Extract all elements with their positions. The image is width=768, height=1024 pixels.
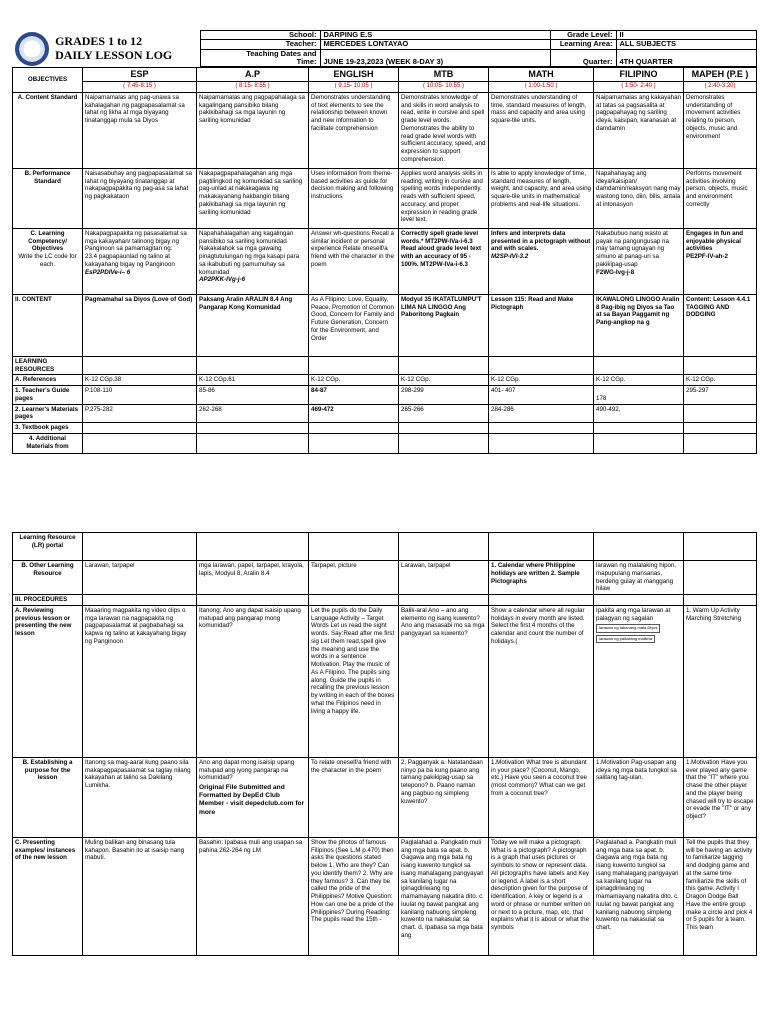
table-cell: Correctly spell grade level words.* MT2PW-IVa-i-6.3 Read aloud grade level text with an accuracy of 95 - 100%. MT2PW-IVa-i-6.3 [399,228,489,294]
table-cell: 1.Motivation Pag-usapan ang ideya ng mga bata tungkol sa salitang tag-ulan. [594,757,684,837]
table-cell: Napahahayag ang ideya/kaisipan/ damdamin/reaksyon nang may wastong tono, diin, bilis, antala at intonasyon [594,168,684,228]
table-cell: As A Filipino: Love, Equality, Peace, Promotion of Common Good, Concern for Family and Future Generation, Concern for the Environment, and Order [309,294,399,356]
table-cell: 1. Warm Up Activity Marching Stretching [684,605,757,757]
table-cell: K-12 CGp. [489,375,594,386]
dll-page-2 [12,532,756,956]
table-cell: 284-286 [489,404,594,423]
table-cell: 298-299 [399,386,489,405]
header-table [12,30,757,67]
time-mtb: ( 10:05- 10:55 ) [399,82,489,93]
table-cell: 178 [594,386,684,405]
table-cell [83,228,197,294]
competency-label [13,228,83,294]
table-cell: 1.Motivation Have you ever played any game that the "IT" where you chase the other player and the player being chased will try to escape or evade the "IT" or any object? [684,757,757,837]
esp-competency-item: 23.4 pagpapaunlad ng talino at kakayahang bigay ng Panginoon [85,253,175,268]
table-cell: Larawan, tarpapel [83,561,197,595]
table-cell: Modyul 35 IKATATLUMPU'T LIMA NA LINGGO Ang Paboritong Pagkain [399,294,489,356]
grade-label: Grade Level: [550,31,616,40]
dll-page-1 [12,30,756,454]
table-cell [489,228,594,294]
additional-materials-label: 4. Additional Materials from [13,433,83,453]
table-cell: IKAWALONG LINGGO Aralin 8 Pag-ibig ng Diyos sa Tao at sa Bayan Paggamit ng Pang-angkop na g [594,294,684,356]
area-label: Learning Area: [550,40,616,49]
lm-pages-label: 2. Learner's Materials pages [13,404,83,423]
table-cell: Pagmamahal sa Diyos (Love of God) [83,294,197,356]
content-label: II. CONTENT [13,294,83,356]
procedures-label: III. PROCEDURES [13,595,83,606]
time-ap: ( 8:15- 8:55 ) [197,82,309,93]
table-cell: K-12 CGp. [399,375,489,386]
deped-seal-icon [15,32,49,66]
subject-english: ENGLISH [309,68,399,82]
table-cell: Content: Lesson 4.4.1 TAGGING AND DODGING [684,294,757,356]
table-cell: Itanong sa mag-aaral kung paano sila makapagpapasalamat sa taglay nilang kakayahan at talino sa Dakilang Lumikha. [83,757,197,837]
time-mapeh: ( 2:40-3:20) [684,82,757,93]
table-cell: Paglalahad a. Pangkatin muli ang mga bata sa apat. b. Gagawa ang mga bata ng isang kuwento tungkol sa isang mahalagang pangyayari sa kanilang lugar na ipinagdiriwang ng mamamayang nakatira dito. c. Iuulat ng bawat pangkat ang kanilang nabuong simpleng kuwento na nakasulat sa chart. d. Ipabasa sa mga bata ang [399,837,489,955]
textbook-pages-label: 3. Textbook pages [13,423,83,434]
table-cell: P.275-282 [83,404,197,423]
table-cell: 469-472 [309,404,399,423]
table-cell: 265-266 [399,404,489,423]
table-cell: Basahin: Ipabasa muli ang usapan sa pahina 262-264 ng LM [197,837,309,955]
table-cell: 84-87 [309,386,399,405]
table-cell: Naipamamalas ang pag-unawa sa kahalagahan ng pagpapasalamat sa lahat ng likha at mga biyayang tinatanggap mula sa Diyos [83,92,197,168]
ap-competency: Napahahalagahan ang kagalingan pansibiko sa sariling komunidad Nakakalahok sa mga gawaing pinagtutulungan ng mga kasapi para sa ikabubuti ng pamumuhay sa komunidad [199,229,300,276]
table-cell: Demonstrates understanding of text elements to see the relationship between known and new information to facilitate comprehension [309,92,399,168]
tg-pages-label: 1. Teacher's Guide pages [13,386,83,405]
table-cell: Tell the pupils that they will be having an activity to familiarize tagging and dodging game and at the same time familiarize the skills of this game. Activity I Dragon Dodge Ball Have the entire group make a circle and pick 4 or 5 pupils for a team. This team [684,837,757,955]
ap-code: AP2PKK-IVg-j-6 [199,276,246,284]
table-cell: Lesson 115: Read and Make Pictograph [489,294,594,356]
table-cell: Uses information from theme-based activities as guide for decision making and following instructions [309,168,399,228]
area-value: ALL SUBJECTS [616,40,756,49]
table-cell: Naipamamalas ang pagpapahalaga sa kagalingang pansibiko bilang pakikibahagi sa mga layunin ng sariling komunidad [197,92,309,168]
dates-value: JUNE 19-23,2023 (WEEK 8-DAY 3) [320,49,550,67]
table-cell [594,605,684,757]
time-math: ( 1:00-1:50 ) [489,82,594,93]
table-cell: 1.Motivation What tree is abundant in your place? (Coconut, Mango, etc.) Have you seen a coconut tree (most common)? What can we get from a coconut tree? [489,757,594,837]
performance-standard-label: B. Performance Standard [13,168,83,228]
table-cell: Larawan, tarpapel [399,561,489,595]
table-cell [684,228,757,294]
table-cell: Show a calendar where all regular holidays in every month are listed. Select the first 4 months of the calendar and count the number of holidays.( [489,605,594,757]
table-cell: Naipamamalas ang kakayahan at tatas sa pagsasalita at pagpapahayag ng sariling ideya, kaisipan, karanasan at damdamin [594,92,684,168]
competency-title: C. Learning Competency/ Objectives [28,229,67,253]
table-cell: Show the photos of famous Filipinos (See L.M p.470) then asks the questions stated below 1. Who are they? Can you identify them? 2. Why are they famous? 3. Can they be called the pride of the Philippines? Motive Question: How can one be a pride of the Philippines? During Reading: The pupils read the 15th - [309,837,399,955]
table-cell: Answer wh-questions Recall a similar incident or personal experience Relate oneself/a friend with the character in the poem [309,228,399,294]
table-cell: 85-86 [197,386,309,405]
table-cell [684,561,757,595]
table-cell: Is able to apply knowledge of time, standard measures of length, weight, and capacity, and area using square-tile units in mathematical problems and real-life situations. [489,168,594,228]
lr-portal-label: Learning Resource (LR) portal [13,533,83,561]
objectives-label: OBJECTIVES [13,68,83,93]
reviewing-label: A. Reviewing previous lesson or presenting the new lesson [13,605,83,757]
subject-esp: ESP [83,68,197,82]
table-cell: Tarpapel, picture [309,561,399,595]
title-line2: DAILY LESSON LOG [55,47,173,62]
table-cell: Paglalahad a. Pangkatin muli ang mga bata sa apat. b. Gagawa ang mga bata ng isang kuwento tungkol sa isang mahalagang pangyayari sa kanilang lugar na ipinagdiriwang ng mamamayang nakatira dito. c. Iuulat ng bawat pangkat ang kanilang nabuong simpleng kuwento na nakasulat sa chart. [594,837,684,955]
math-code: M2SP-IVl-3.2 [491,253,529,260]
math-competency: Infers and interprets data presented in a pictograph without and with scales. [491,229,591,253]
filipino-review: Ipakita ang mga larawan at palagyan ng sagalan [596,606,671,622]
table-cell: K-12 CGp. [309,375,399,386]
title-line1: GRADES 1 to 12 [55,33,143,48]
competency-note: Write the LC code for each. [18,253,77,268]
school-value: DARPING E.S [320,31,550,40]
watermark-text: Original File Submitted and Formatted by DepEd Club Member - visit depedclub.com for more [199,784,305,816]
picture-card: larawan ng paikutang malikha [596,635,655,643]
table-cell: P.108-110 [83,386,197,405]
table-cell: Paksang Aralin ARALIN 8.4 Ang Pangarap Kong Komunidad [197,294,309,356]
table-cell: To relate oneself/a friend with the character in the poem [309,757,399,837]
ap-purpose: Ano ang dapat mong isaisip upang matupad ang iyong pangarap na komunidad? [199,758,295,782]
table-cell: Let the pupils do the Daily Language Activity – Target Words Let us read the sight words. Say:Read after me first sig Let them read,spell give the meaning and use the words in a sentence Motivation: Play the music of As A Filipino. The pupils sing along. Guide the pupils in recalling the previous lesson by writing in each of the boxes what the Filipinos need in living a happy life. [309,605,399,757]
table-cell: Muling balikan ang binasang tula kahapon. Basahin ito at isaisip nang mabuti. [83,837,197,955]
table-cell [197,757,309,837]
table-cell: Demonstrates understanding of time, standard measures of length, mass and capacity and area using square-tile units. [489,92,594,168]
other-resource-label: B. Other Learning Resource [13,561,83,595]
lesson-table [12,67,757,454]
time-label: Time: [200,58,320,67]
subject-mapeh: MAPEH (P.E ) [684,68,757,82]
picture-card: larawan ng tahanang mala-Diyos [596,624,660,632]
table-cell: Naisasabuhay ang pagpapasalamat sa lahat ng biyayang tinatanggap at nakapagpapakita ng pag-asa sa lahat ng pagkakataon [83,168,197,228]
table-cell: K-12 CGp.38 [83,375,197,386]
table-cell [594,228,684,294]
grade-value: II [616,31,756,40]
presenting-label: C. Presenting examples/ instances of the new lesson [13,837,83,955]
time-filipino: ( 1:50- 2:40 ) [594,82,684,93]
teacher-value: MERCEDES LONTAYAO [320,40,550,49]
procedures-table [12,532,757,956]
table-cell: larawan ng malalaking hipon, mapupulang mansanas, berdeng gulay at manggang hilaw [594,561,684,595]
subject-math: MATH [489,68,594,82]
subject-filipino: FILIPINO [594,68,684,82]
quarter-value: 4TH QUARTER [616,49,756,67]
table-cell: 262-268 [197,404,309,423]
teacher-label: Teacher: [200,40,320,49]
esp-code: EsP2PDIVe-i– 6 [85,268,131,276]
table-cell: 490-492, [594,404,684,423]
dates-label: Teaching Dates and [200,49,320,58]
filipino-code: F2WG-Ivg-j-8 [596,268,635,276]
table-cell: Today we will make a pictograph. What is a pictograph? A pictograph is a graph that uses pictures or symbols to show or represent data. All pictographs have labels and Key or legend. A label is a short description given for the purpose of identification. A key or legend is a word or phrase or number written on or next to a picture, map, etc. that explains what it is about or what the symbols [489,837,594,955]
school-label: School: [200,31,320,40]
table-cell: 1. Calendar where Philippine holidays are written 2. Sample Pictographs [489,561,594,595]
table-cell: Demonstrates knowledge of and skills in word analysis to read, write in cursive and spell grade level words. Demonstrates the ability to read grade level words with sufficient accuracy, speed, and expression to support comprehension. [399,92,489,168]
subject-ap: A.P [197,68,309,82]
table-cell: Itanong: Ano ang dapat isaisip upang matupad ang pangarap mong komunidad? [197,605,309,757]
table-cell: K-12 CGp. [594,375,684,386]
table-cell: Balik-aral Ano – ano ang elemento ng isang kuwento? Ano ang masasabi mo sa mga pangyayari sa kuwento? [399,605,489,757]
mapeh-competency: Engages in fun and enjoyable physical activities [686,229,744,253]
table-cell: Applies word analysis skills in reading, writing in cursive and spelling words independently. reads with sufficient speed, accuracy, and proper expression in reading grade level text. [399,168,489,228]
purpose-label: B. Establishing a purpose for the lesson [13,757,83,837]
table-cell: 295-297 [684,386,757,405]
table-cell: Maaaring magpakita ng video clips o mga larawan na nagpapakita ng pagpapasalamat at pagbabahagi sa kapwa ng talino at kakayahang bigay ng Panginoon [83,605,197,757]
table-cell: Demonstrates understanding of movement activities relating to person, objects, music and environment [684,92,757,168]
table-cell: Performs movement activities involving person, objects, music and environment correctly [684,168,757,228]
subject-mtb: MTB [399,68,489,82]
filipino-competency: Nakabubuo nang wasto at payak na pangungusap na may tamang ugnayan ng simuno at panag-uri sa pakikipag-usap [596,229,669,268]
references-label: A. References [13,375,83,386]
time-esp: ( 7:45-8:15 ) [83,82,197,93]
table-cell [197,228,309,294]
table-cell: 401- 407 [489,386,594,405]
time-english: ( 9:15- 10:05 ) [309,82,399,93]
content-standard-label: A. Content Standard [13,92,83,168]
table-cell: K-12 CGp. [684,375,757,386]
table-cell: mga larawan, papel, tarpapel, krayola, lapis, Modyul 8, Aralin 8.4 [197,561,309,595]
mapeh-code: PE2PF-IV-ah-2 [686,253,728,260]
esp-competency: Nakapagpapakita ng pasasalamat sa mga kakayahan/ talinong bigay ng Panginoon sa pamamagitan ng: [85,229,187,253]
resources-label: LEARNING RESOURCES [13,356,83,375]
table-cell [684,404,757,423]
table-cell: 2. Pagganyak a. Natatandaan ninyo pa ba kung paano ang tamang pakikipag-usap sa telepono? b. Paano naman ang pagbuo ng simpleng kuwento? [399,757,489,837]
table-cell: Nakapagpapahalagahan ang mga pagtilingkod ng komunidad sa sariling pag-unlad at nakakagawa ng makakayanang hakbangin bilang pakikibahagi sa mga layunin ng sariling komunidad [197,168,309,228]
quarter-label: Quarter: [550,49,616,67]
table-cell: K-12 CGp.61 [197,375,309,386]
